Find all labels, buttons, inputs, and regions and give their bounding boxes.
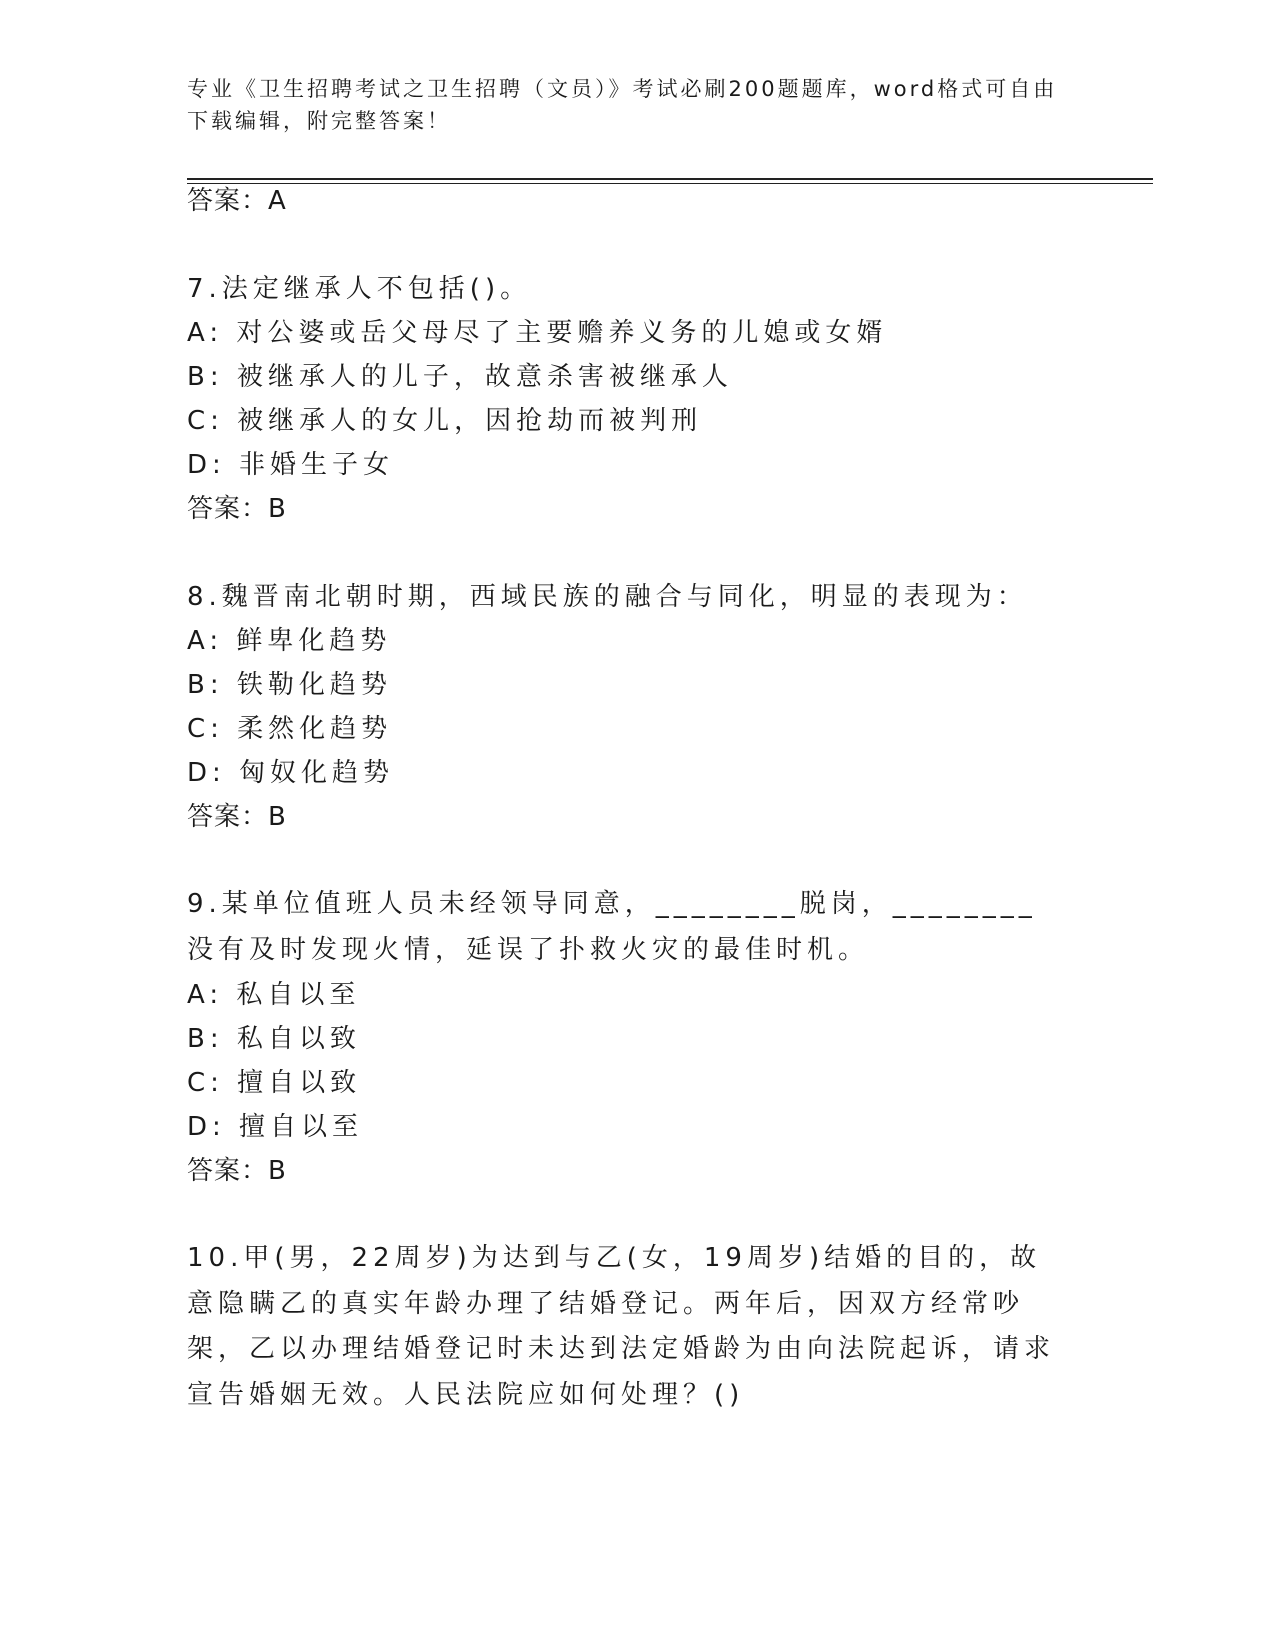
question-9-option-d: D: 擅自以至 xyxy=(187,1112,364,1142)
document-header: 专业《卫生招聘考试之卫生招聘（文员）》考试必刷200题题库，word格式可自由下载编辑，附完整答案！ xyxy=(187,77,1058,133)
question-8-option-c: C: 柔然化趋势 xyxy=(187,714,393,744)
question-7-option-a: A: 对公婆或岳父母尽了主要赡养义务的儿媳或女婿 xyxy=(187,318,888,348)
question-8-option-d: D: 匈奴化趋势 xyxy=(187,758,395,788)
question-9-stem: 9.某单位值班人员未经领导同意，________脱岗，________没有及时发现火情，延误了扑救火灾的最佳时机。 xyxy=(187,889,1037,965)
question-9-option-b: B: 私自以致 xyxy=(187,1024,361,1054)
question-7-stem: 7.法定继承人不包括()。 xyxy=(187,274,532,304)
answer-prev: 答案：A xyxy=(187,186,287,216)
header-divider-thin xyxy=(187,183,1153,184)
question-7-option-c: C: 被继承人的女儿，因抢劫而被判刑 xyxy=(187,406,703,436)
question-7-option-d: D: 非婚生子女 xyxy=(187,450,395,480)
header-divider-thick xyxy=(187,178,1153,180)
question-8-option-a: A: 鲜卑化趋势 xyxy=(187,626,392,656)
question-8-stem: 8.魏晋南北朝时期，西域民族的融合与同化，明显的表现为： xyxy=(187,582,1028,612)
question-7-option-b: B: 被继承人的儿子，故意杀害被继承人 xyxy=(187,362,733,392)
question-9-answer: 答案：B xyxy=(187,1156,287,1186)
question-8-option-b: B: 铁勒化趋势 xyxy=(187,670,392,700)
question-9-option-c: C: 擅自以致 xyxy=(187,1068,362,1098)
question-9-option-a: A: 私自以至 xyxy=(187,980,361,1010)
question-7-answer: 答案：B xyxy=(187,494,287,524)
question-10-stem: 10.甲(男，22周岁)为达到与乙(女，19周岁)结婚的目的，故意隐瞒乙的真实年龄办理了结婚登记。两年后，因双方经常吵架，乙以办理结婚登记时未达到法定婚龄为由向法院起诉，请求宣告婚姻无效。人民法院应如何处理？() xyxy=(187,1243,1056,1410)
question-8-answer: 答案：B xyxy=(187,802,287,832)
